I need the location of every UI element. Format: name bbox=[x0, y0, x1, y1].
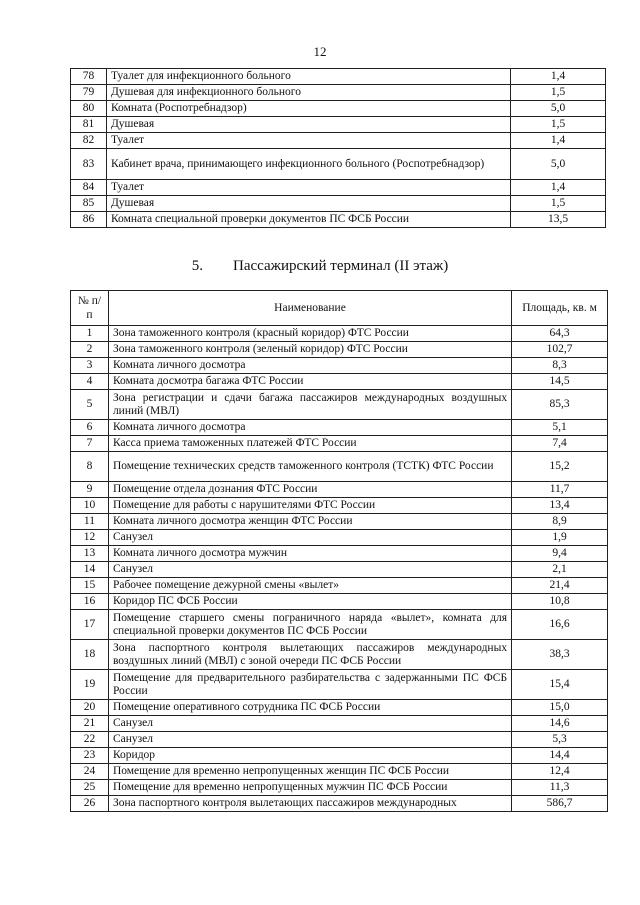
room-name: Помещение технических средств таможенного контроля (ТСТК) ФТС России bbox=[108, 452, 511, 482]
room-area: 15,0 bbox=[512, 700, 608, 716]
table-row bbox=[71, 530, 608, 546]
room-area: 10,8 bbox=[512, 594, 608, 610]
room-area: 1,5 bbox=[511, 117, 606, 133]
room-area: 1,4 bbox=[511, 133, 606, 149]
table-row bbox=[71, 640, 608, 670]
room-area: 1,9 bbox=[512, 530, 608, 546]
row-number: 19 bbox=[71, 670, 109, 700]
passenger-terminal-table bbox=[70, 290, 608, 812]
room-name: Коридор ПС ФСБ России bbox=[108, 594, 511, 610]
room-name: Санузел bbox=[108, 530, 511, 546]
table-row bbox=[71, 748, 608, 764]
room-name: Туалет bbox=[106, 180, 510, 196]
table-row bbox=[71, 180, 606, 196]
header-num: № п/п bbox=[71, 291, 109, 326]
room-name: Комната личного досмотра мужчин bbox=[108, 546, 511, 562]
row-number: 81 bbox=[71, 117, 107, 133]
table-row bbox=[71, 342, 608, 358]
table-row bbox=[71, 700, 608, 716]
room-name: Комната досмотра багажа ФТС России bbox=[108, 374, 511, 390]
room-area: 1,4 bbox=[511, 180, 606, 196]
table-row bbox=[71, 149, 606, 180]
room-area: 14,5 bbox=[512, 374, 608, 390]
room-name: Санузел bbox=[108, 562, 511, 578]
row-number: 80 bbox=[71, 101, 107, 117]
table-row bbox=[71, 546, 608, 562]
room-name: Санузел bbox=[108, 732, 511, 748]
table-row bbox=[71, 390, 608, 420]
header-name: Наименование bbox=[108, 291, 511, 326]
room-area: 11,7 bbox=[512, 482, 608, 498]
row-number: 23 bbox=[71, 748, 109, 764]
room-name: Зона таможенного контроля (красный коридор) ФТС России bbox=[108, 326, 511, 342]
room-area: 8,9 bbox=[512, 514, 608, 530]
table-header-row bbox=[71, 291, 608, 326]
room-name: Помещение оперативного сотрудника ПС ФСБ России bbox=[108, 700, 511, 716]
room-name: Зона регистрации и сдачи багажа пассажиров международных воздушных линий (МВЛ) bbox=[108, 390, 511, 420]
room-area: 2,1 bbox=[512, 562, 608, 578]
room-name: Помещение для предварительного разбирательства с задержанными ПС ФСБ России bbox=[108, 670, 511, 700]
row-number: 26 bbox=[71, 796, 109, 812]
room-area: 38,3 bbox=[512, 640, 608, 670]
table-row bbox=[71, 420, 608, 436]
row-number: 83 bbox=[71, 149, 107, 180]
table-row bbox=[71, 374, 608, 390]
room-name: Рабочее помещение дежурной смены «вылет» bbox=[108, 578, 511, 594]
row-number: 24 bbox=[71, 764, 109, 780]
room-area: 5,0 bbox=[511, 101, 606, 117]
room-area: 15,2 bbox=[512, 452, 608, 482]
row-number: 10 bbox=[71, 498, 109, 514]
table-row bbox=[71, 610, 608, 640]
table-row bbox=[71, 562, 608, 578]
room-name: Помещение отдела дознания ФТС России bbox=[108, 482, 511, 498]
room-area: 11,3 bbox=[512, 780, 608, 796]
room-name: Комната специальной проверки документов ПС ФСБ России bbox=[106, 212, 510, 228]
section-title: Пассажирский терминал (II этаж) bbox=[232, 258, 449, 274]
room-name: Туалет для инфекционного больного bbox=[106, 69, 510, 85]
table-row bbox=[71, 196, 606, 212]
row-number: 17 bbox=[71, 610, 109, 640]
rooms-table-continued bbox=[70, 68, 606, 228]
header-area: Площадь, кв. м bbox=[512, 291, 608, 326]
row-number: 79 bbox=[71, 85, 107, 101]
table-row bbox=[71, 716, 608, 732]
room-name: Зона паспортного контроля вылетающих пассажиров международных воздушных линий (МВЛ) с зоной очереди ПС ФСБ России bbox=[108, 640, 511, 670]
table-row bbox=[71, 452, 608, 482]
row-number: 2 bbox=[71, 342, 109, 358]
table-row bbox=[71, 594, 608, 610]
room-area: 586,7 bbox=[512, 796, 608, 812]
row-number: 3 bbox=[71, 358, 109, 374]
table-row bbox=[71, 436, 608, 452]
row-number: 20 bbox=[71, 700, 109, 716]
room-area: 15,4 bbox=[512, 670, 608, 700]
room-area: 16,6 bbox=[512, 610, 608, 640]
room-name: Кабинет врача, принимающего инфекционного больного (Роспотребнадзор) bbox=[106, 149, 510, 180]
room-name: Туалет bbox=[106, 133, 510, 149]
room-name: Комната личного досмотра bbox=[108, 358, 511, 374]
room-name: Комната личного досмотра женщин ФТС России bbox=[108, 514, 511, 530]
row-number: 13 bbox=[71, 546, 109, 562]
row-number: 8 bbox=[71, 452, 109, 482]
room-name: Помещение для временно непропущенных женщин ПС ФСБ России bbox=[108, 764, 511, 780]
row-number: 4 bbox=[71, 374, 109, 390]
row-number: 1 bbox=[71, 326, 109, 342]
room-name: Душевая для инфекционного больного bbox=[106, 85, 510, 101]
table-row bbox=[71, 326, 608, 342]
table-row bbox=[71, 514, 608, 530]
row-number: 82 bbox=[71, 133, 107, 149]
table-row bbox=[71, 133, 606, 149]
row-number: 18 bbox=[71, 640, 109, 670]
table-row bbox=[71, 796, 608, 812]
row-number: 25 bbox=[71, 780, 109, 796]
table-row bbox=[71, 358, 608, 374]
row-number: 84 bbox=[71, 180, 107, 196]
room-area: 8,3 bbox=[512, 358, 608, 374]
room-name: Душевая bbox=[106, 117, 510, 133]
row-number: 9 bbox=[71, 482, 109, 498]
room-name: Помещение для временно непропущенных мужчин ПС ФСБ России bbox=[108, 780, 511, 796]
page-number: 12 bbox=[313, 44, 327, 59]
room-area: 21,4 bbox=[512, 578, 608, 594]
room-area: 12,4 bbox=[512, 764, 608, 780]
row-number: 5 bbox=[71, 390, 109, 420]
room-area: 13,5 bbox=[511, 212, 606, 228]
row-number: 86 bbox=[71, 212, 107, 228]
table-row bbox=[71, 101, 606, 117]
table-row bbox=[71, 482, 608, 498]
room-area: 85,3 bbox=[512, 390, 608, 420]
row-number: 6 bbox=[71, 420, 109, 436]
row-number: 21 bbox=[71, 716, 109, 732]
room-area: 1,5 bbox=[511, 85, 606, 101]
table-row bbox=[71, 85, 606, 101]
row-number: 11 bbox=[71, 514, 109, 530]
section-number: 5. bbox=[191, 258, 203, 274]
room-area: 5,0 bbox=[511, 149, 606, 180]
table-row bbox=[71, 732, 608, 748]
row-number: 12 bbox=[71, 530, 109, 546]
room-name: Зона таможенного контроля (зеленый коридор) ФТС России bbox=[108, 342, 511, 358]
table-row bbox=[71, 69, 606, 85]
room-area: 14,4 bbox=[512, 748, 608, 764]
table-row bbox=[71, 764, 608, 780]
room-name: Коридор bbox=[108, 748, 511, 764]
section-heading bbox=[0, 258, 640, 275]
room-area: 7,4 bbox=[512, 436, 608, 452]
room-area: 102,7 bbox=[512, 342, 608, 358]
table-row bbox=[71, 578, 608, 594]
row-number: 15 bbox=[71, 578, 109, 594]
room-name: Зона паспортного контроля вылетающих пассажиров международных bbox=[108, 796, 511, 812]
row-number: 16 bbox=[71, 594, 109, 610]
room-area: 5,3 bbox=[512, 732, 608, 748]
room-area: 64,3 bbox=[512, 326, 608, 342]
room-name: Комната личного досмотра bbox=[108, 420, 511, 436]
room-area: 13,4 bbox=[512, 498, 608, 514]
table-row bbox=[71, 117, 606, 133]
room-name: Комната (Роспотребнадзор) bbox=[106, 101, 510, 117]
room-area: 1,4 bbox=[511, 69, 606, 85]
room-name: Душевая bbox=[106, 196, 510, 212]
room-name: Касса приема таможенных платежей ФТС России bbox=[108, 436, 511, 452]
table-row bbox=[71, 780, 608, 796]
room-area: 1,5 bbox=[511, 196, 606, 212]
room-area: 9,4 bbox=[512, 546, 608, 562]
room-area: 14,6 bbox=[512, 716, 608, 732]
room-name: Помещение старшего смены пограничного наряда «вылет», комната для специальной проверки документов ПС ФСБ России bbox=[108, 610, 511, 640]
row-number: 22 bbox=[71, 732, 109, 748]
row-number: 78 bbox=[71, 69, 107, 85]
row-number: 14 bbox=[71, 562, 109, 578]
row-number: 7 bbox=[71, 436, 109, 452]
room-name: Санузел bbox=[108, 716, 511, 732]
room-area: 5,1 bbox=[512, 420, 608, 436]
table-row bbox=[71, 498, 608, 514]
table-row bbox=[71, 212, 606, 228]
room-name: Помещение для работы с нарушителями ФТС России bbox=[108, 498, 511, 514]
row-number: 85 bbox=[71, 196, 107, 212]
table-row bbox=[71, 670, 608, 700]
